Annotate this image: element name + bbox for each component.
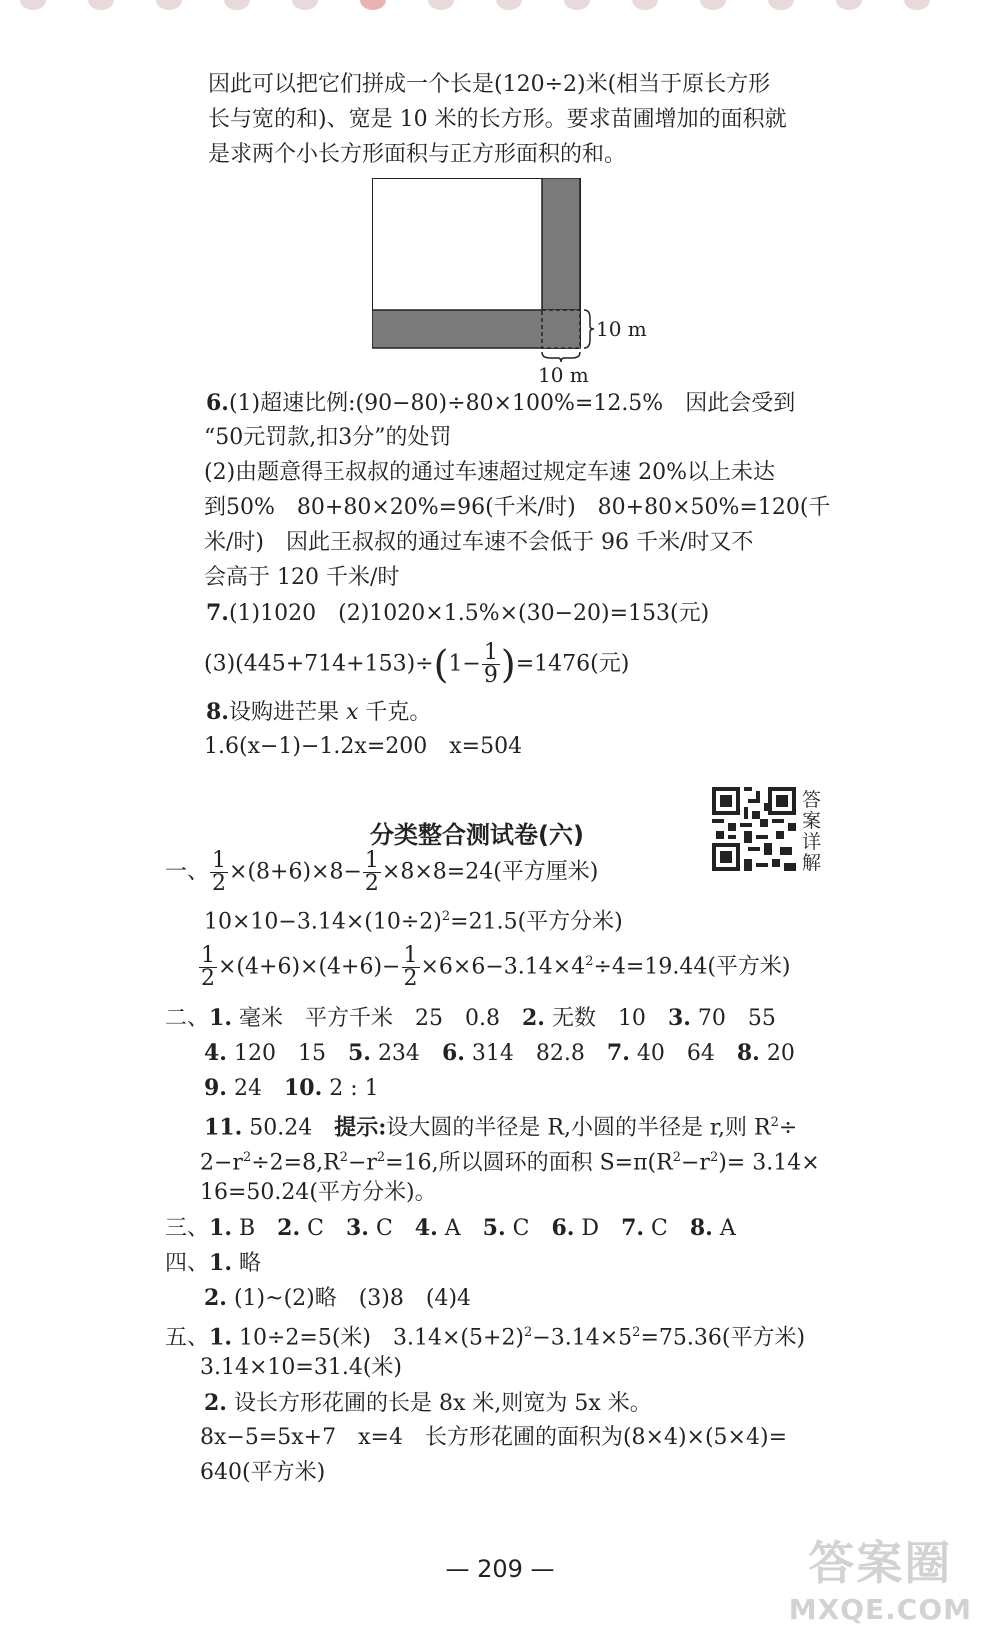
hint-text: −r [680, 1150, 710, 1176]
fraction-numerator: 1 [364, 848, 379, 873]
right-paren: ) [500, 642, 516, 687]
item-text: 无数 10 [551, 1006, 668, 1031]
part4-line-1 [165, 1248, 261, 1279]
hint-text: ÷ [778, 1115, 798, 1141]
item-text: A [444, 1216, 483, 1241]
q7-number: 7. [206, 600, 229, 626]
q7-text-2a: (3)(445+714+153)÷ [204, 651, 434, 677]
part1-line-3 [198, 945, 791, 990]
q6-line-4: 到50% 80+80×20%=96(千米/时) 80+80×50%=120(千 [204, 495, 831, 520]
item-number: 2. [277, 1215, 301, 1241]
part1-line-2 [204, 902, 623, 937]
item-text: 70 55 [697, 1006, 776, 1031]
part1-fraction-4 [402, 945, 420, 990]
fraction-numerator: 1 [212, 848, 227, 873]
part2-line-4 [204, 1108, 797, 1143]
intro-line-1: 因此可以把它们拼成一个长是(120÷2)米(相当于原长方形 [208, 72, 771, 97]
part4-line-2 [204, 1283, 471, 1314]
exponent: 2 [339, 1150, 348, 1165]
part3-line [165, 1213, 736, 1244]
item-text: C [307, 1216, 346, 1241]
part2-line-3 [204, 1073, 379, 1104]
item-text: C [512, 1216, 552, 1241]
bottom-brace [542, 352, 580, 362]
part5-line-5: 640(平方米) [200, 1460, 326, 1485]
part5-line-4: 8x−5=5x+7 x=4 长方形花圃的面积为(8×4)×(5×4)= [200, 1425, 787, 1450]
q6-line-1 [206, 388, 795, 419]
item-text: =75.36(平方米) [640, 1325, 806, 1351]
part1-text-1a: ×(8+6)×8− [229, 859, 362, 885]
item-text: B [238, 1216, 278, 1241]
watermark [789, 1527, 972, 1626]
exponent: 2 [632, 1325, 641, 1340]
right-brace [584, 310, 594, 348]
item-number: 4. [414, 1215, 438, 1241]
item-number: 2. [204, 1285, 227, 1311]
exponent: 2 [376, 1150, 386, 1165]
item-number: 1. [209, 1005, 232, 1031]
exponent: 2 [770, 1115, 779, 1130]
fraction-denominator: 2 [364, 871, 379, 896]
item-number: 1. [209, 1215, 232, 1241]
part2-line-2 [204, 1038, 795, 1069]
q7-line-1 [206, 598, 709, 629]
item-number: 1. [209, 1324, 232, 1351]
hint-text: −r [347, 1150, 377, 1176]
item-text: 略 [238, 1251, 261, 1276]
q7-fraction-denominator: 9 [483, 663, 498, 688]
part5-line-2: 3.14×10=31.4(米) [200, 1355, 402, 1380]
item-number: 5. [482, 1215, 506, 1241]
part2-line-5 [200, 1143, 820, 1178]
page-number: — 209 — [445, 1555, 555, 1583]
item-text: 314 82.8 [471, 1041, 607, 1066]
item-number: 2. [204, 1390, 227, 1416]
nursery-diagram [372, 178, 672, 393]
item-text: C [651, 1216, 690, 1241]
item-number: 9. [204, 1075, 227, 1101]
item-number: 4. [204, 1040, 227, 1066]
hint-label: 提示: [334, 1114, 387, 1141]
hint-text: ÷2=8,R [251, 1150, 340, 1176]
exponent: 2 [242, 1150, 252, 1165]
q6-line-6: 会高于 120 千米/时 [204, 565, 400, 590]
q8-variable: x [345, 700, 359, 725]
item-text: C [375, 1216, 415, 1241]
item-number: 10. [283, 1075, 323, 1101]
part2-line-1 [165, 1003, 776, 1034]
top-edge-decoration [0, 0, 1000, 14]
item-text: 24 [233, 1076, 284, 1101]
q7-text-2b: 1− [448, 651, 481, 677]
part1-text-1b: ×8×8=24(平方厘米) [381, 859, 599, 885]
part3-label: 三、 [165, 1216, 210, 1241]
hint-text: =16,所以圆环的面积 S=π(R [385, 1150, 673, 1176]
item-number: 8. [689, 1215, 713, 1241]
left-paren: ( [433, 642, 449, 687]
right-dimension-label: 10 m [596, 317, 647, 341]
part2-line-6: 16=50.24(平方分米)。 [200, 1180, 437, 1205]
part1-fraction-1 [210, 850, 228, 895]
item-text: 2 : 1 [329, 1076, 379, 1101]
part4-label: 四、 [165, 1251, 210, 1276]
item-text: (1)~(2)略 (3)8 (4)4 [233, 1286, 472, 1311]
part1-fraction-3 [199, 945, 217, 990]
item-number: 2. [521, 1005, 545, 1031]
item-number: 1. [209, 1250, 232, 1276]
section-title: 分类整合测试卷(六) [370, 821, 584, 849]
q7-text-2c: =1476(元) [515, 651, 630, 677]
item-number: 11. [204, 1114, 243, 1141]
part1-text-3b: ×6×6−3.14×4 [420, 954, 586, 980]
fraction-numerator: 1 [201, 943, 215, 968]
hint-text: 2−r [200, 1150, 243, 1176]
part5-line-3 [204, 1388, 652, 1419]
item-number: 5. [347, 1040, 371, 1066]
item-text: 50.24 [249, 1115, 335, 1141]
corner-square [542, 310, 580, 348]
hint-text: )= 3.14× [718, 1150, 820, 1176]
item-text: 120 15 [233, 1041, 348, 1066]
qr-code-icon[interactable] [712, 787, 796, 871]
q8-line-2: 1.6(x−1)−1.2x=200 x=504 [204, 734, 523, 759]
item-number: 7. [606, 1040, 630, 1066]
item-text: 10÷2=5(米) 3.14×(5+2) [238, 1325, 525, 1351]
part1-text-3a: ×(4+6)×(4+6)− [218, 954, 401, 980]
item-number: 3. [345, 1215, 369, 1241]
fraction-denominator: 2 [201, 966, 215, 991]
item-text: 20 [766, 1041, 795, 1066]
item-number: 8. [736, 1040, 760, 1066]
fraction-denominator: 2 [212, 871, 227, 896]
exponent: 2 [441, 909, 451, 924]
part2-label: 二、 [165, 1006, 210, 1031]
watermark-logo: 答案圈 [808, 1536, 953, 1590]
q6-line-3: (2)由题意得王叔叔的通过车速超过规定车速 20%以上未达 [204, 460, 776, 485]
item-text: D [581, 1216, 622, 1241]
bottom-dimension-label: 10 m [538, 363, 589, 387]
q6-line-2: “50元罚款,扣3分”的处罚 [204, 425, 452, 450]
qr-code-label: 答案详解 [802, 789, 822, 874]
exponent: 2 [585, 954, 594, 970]
q6-number: 6. [206, 390, 229, 416]
part1-text-3c: ÷4=19.44(平方米) [593, 954, 791, 980]
item-text: 234 [377, 1041, 442, 1066]
item-text: 设长方形花圃的长是 8x 米,则宽为 5x 米。 [233, 1391, 652, 1416]
q8-text-1b: 千克。 [365, 700, 432, 725]
part1-label: 一、 [165, 859, 210, 885]
item-number: 6. [441, 1040, 465, 1066]
item-text: A [719, 1216, 736, 1241]
item-number: 3. [667, 1005, 691, 1031]
item-number: 7. [621, 1215, 645, 1241]
exponent: 2 [524, 1325, 533, 1340]
part1-fraction-2 [363, 850, 381, 895]
item-text: −3.14×5 [532, 1325, 633, 1351]
intro-line-2: 长与宽的和)、宽是 10 米的长方形。要求苗圃增加的面积就 [208, 107, 787, 132]
part1-text-2b: =21.5(平方分米) [450, 909, 623, 935]
q7-fraction [482, 642, 500, 687]
q6-text-1: (1)超速比例:(90−80)÷80×100%=12.5% 因此会受到 [228, 391, 796, 416]
q7-line-2 [204, 642, 629, 687]
q8-line-1 [206, 697, 431, 728]
q7-fraction-numerator: 1 [483, 640, 498, 665]
item-number: 6. [551, 1215, 575, 1241]
fraction-denominator: 2 [403, 966, 418, 991]
watermark-url: MXQE.COM [788, 1593, 972, 1626]
q7-text-1: (1)1020 (2)1020×1.5%×(30−20)=153(元) [228, 601, 710, 626]
part1-line-1 [165, 850, 598, 895]
part1-text-2: 10×10−3.14×(10÷2) [204, 909, 442, 935]
q6-line-5: 米/时) 因此王叔叔的通过车速不会低于 96 千米/时又不 [204, 530, 754, 555]
intro-line-3: 是求两个小长方形面积与正方形面积的和。 [208, 142, 627, 167]
part5-line-1 [165, 1318, 805, 1353]
q8-number: 8. [206, 699, 229, 725]
hint-text: 设大圆的半径是 R,小圆的半径是 r,则 R [386, 1115, 771, 1141]
exponent: 2 [672, 1150, 681, 1165]
part5-label: 五、 [165, 1325, 210, 1351]
item-text: 40 64 [636, 1041, 737, 1066]
fraction-numerator: 1 [403, 943, 418, 968]
exponent: 2 [709, 1150, 719, 1165]
q8-text-1a: 设购进芒果 [228, 700, 339, 725]
item-text: 毫米 平方千米 25 0.8 [238, 1006, 522, 1031]
